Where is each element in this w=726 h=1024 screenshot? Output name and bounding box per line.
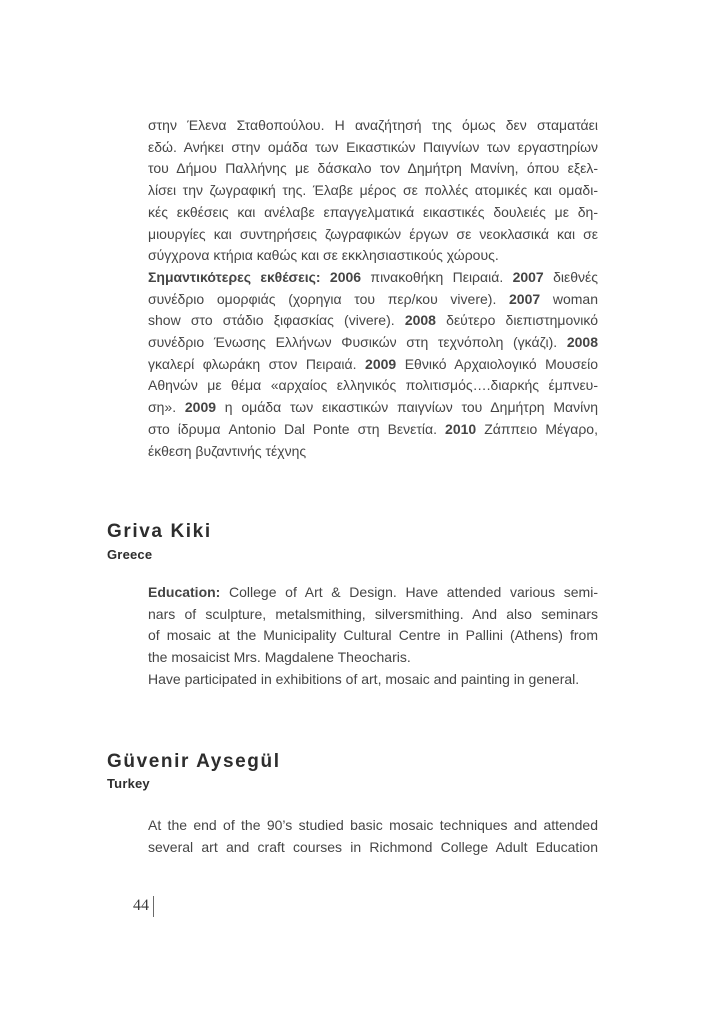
text-line: ση». 2009 η ομάδα των εικαστικών παιγνίων του Δημήτρη Μανίνη <box>148 399 598 416</box>
text-line: several art and craft courses in Richmond College Adult Education <box>148 838 598 855</box>
text-line: συνέδριο ομορφιάς (χορηγια του περ/κου vivere). 2007 woman <box>148 290 598 307</box>
text-line: Education: College of Art & Design. Have attended various semi- <box>148 584 598 600</box>
artist-country: Greece <box>107 547 153 562</box>
text-line: γκαλερί φλωράκη στον Πειραιά. 2009 Εθνικό Αρχαιολογικό Μουσείο <box>148 355 598 372</box>
bio-paragraph-greek <box>148 115 598 462</box>
text-line: σύγχρονα κτήρια καθώς και σε εκκλησιαστικούς χώρους. <box>148 247 499 264</box>
text-line: του Δήμου Παλλήνης με δάσκαλο τον Δημήτρη Μανίνη, όπου εξελ- <box>148 160 598 177</box>
text-line: of mosaic at the Municipality Cultural Centre in Pallini (Athens) from <box>148 627 598 644</box>
text-line: Have participated in exhibitions of art, mosaic and painting in general. <box>148 670 580 687</box>
text-line: εδώ. Ανήκει στην ομάδα των Εικαστικών Παιγνίων των εργαστηρίων <box>148 138 598 155</box>
page-footer <box>133 895 154 917</box>
text-line: στο ίδρυμα Antonio Dal Ponte στη Βενετία. 2010 Ζάππειο Μέγαρο, <box>148 420 598 437</box>
education-paragraph <box>148 582 598 691</box>
artist-name-heading: Güvenir Aysegül <box>107 751 281 772</box>
text-line: στην Έλενα Σταθοπούλου. Η αναζήτησή της όμως δεν σταματάει <box>148 117 598 133</box>
page-number-divider <box>153 896 154 917</box>
artist-country: Turkey <box>107 776 150 791</box>
text-line: Σημαντικότερες εκθέσεις: 2006 πινακοθήκη Πειραιά. 2007 διεθνές <box>148 268 598 285</box>
page-number: 44 <box>133 897 149 914</box>
text-line: nars of sculpture, metalsmithing, silversmithing. And also seminars <box>148 605 598 622</box>
text-line: the mosaicist Mrs. Magdalene Theocharis. <box>148 649 411 666</box>
text-line: κές εκθέσεις και ανέλαβε επαγγελματικά εικαστικές δουλειές με δη- <box>148 203 598 220</box>
artist-name-heading: Griva Kiki <box>107 521 212 542</box>
bio-paragraph-english <box>148 815 598 858</box>
text-line: συνέδριο Ένωσης Ελλήνων Φυσικών στη τεχνόπολη (γκάζι). 2008 <box>148 334 598 351</box>
text-line: λίσει την ζωγραφική της. Έλαβε μέρος σε πολλές ατομικές και ομαδι- <box>148 182 598 199</box>
text-line: έκθεση βυζαντινής τέχνης <box>148 442 307 459</box>
text-line: μιουργίες και συντηρήσεις ζωγραφικών έργων σε νεοκλασικά και σε <box>148 225 598 242</box>
text-line: At the end of the 90’s studied basic mosaic techniques and attended <box>148 817 598 833</box>
text-line: show στο στάδιο ξιφασκίας (vivere). 2008 δεύτερο διεπιστημονικό <box>148 312 598 329</box>
text-line: Αθηνών με θέμα «αρχαίος ελληνικός πολιτισμός….διαρκής έμπνευ- <box>148 377 598 394</box>
